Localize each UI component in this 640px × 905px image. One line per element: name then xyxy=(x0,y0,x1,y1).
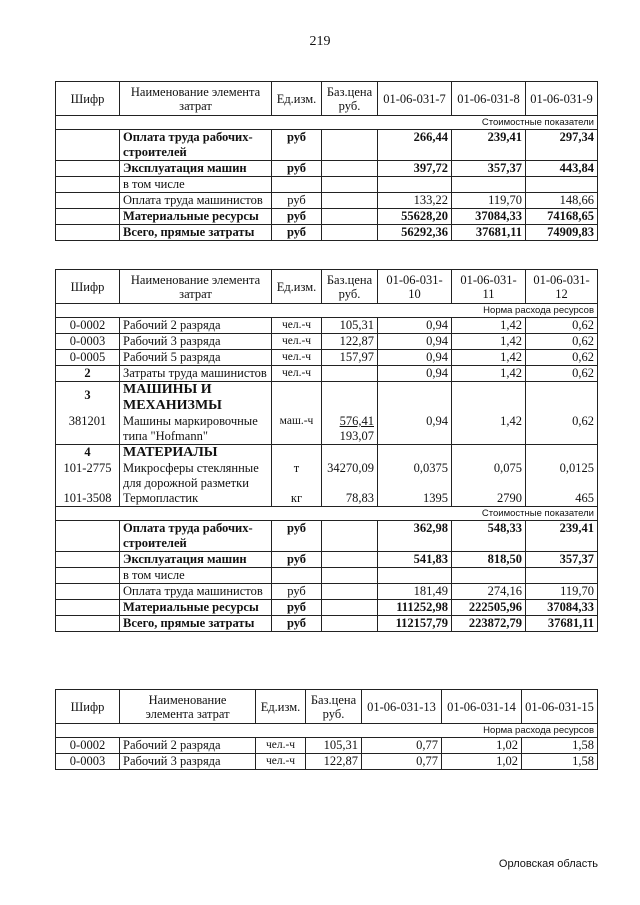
table-cell: Оплата труда рабочих-строителей xyxy=(120,130,272,161)
table-cell: чел.-ч xyxy=(272,350,322,366)
table-cell: 362,98 xyxy=(378,521,452,552)
table-row xyxy=(56,491,598,507)
table-cell xyxy=(378,568,452,584)
header-unit: Ед.изм. xyxy=(272,270,322,304)
table-cell: 357,37 xyxy=(452,161,526,177)
table-row xyxy=(56,334,598,350)
table-cell: чел.-ч xyxy=(272,318,322,334)
table-cell: 223872,79 xyxy=(452,616,526,632)
table-header-row xyxy=(56,690,598,724)
table-row xyxy=(56,318,598,334)
table-cell: 112157,79 xyxy=(378,616,452,632)
table-cell: 0,94 xyxy=(378,414,452,445)
table-row xyxy=(56,366,598,382)
table-row xyxy=(56,130,598,161)
table-cell: руб xyxy=(272,584,322,600)
table-cell: Рабочий 3 разряда xyxy=(120,754,256,770)
table-cell: 55628,20 xyxy=(378,209,452,225)
table-row xyxy=(56,209,598,225)
header-price: Баз.цена руб. xyxy=(322,82,378,116)
table-row xyxy=(56,193,598,209)
table-cell: руб xyxy=(272,521,322,552)
table-cell: Микросферы стеклянные для дорожной разметки xyxy=(120,461,272,491)
table-cell xyxy=(452,445,526,462)
table-cell: руб xyxy=(272,161,322,177)
table-cell: 274,16 xyxy=(452,584,526,600)
table-cell: в том числе xyxy=(120,568,272,584)
header-price: Баз.цена руб. xyxy=(322,270,378,304)
table-cell: 111252,98 xyxy=(378,600,452,616)
table-cell: Рабочий 3 разряда xyxy=(120,334,272,350)
table-cell xyxy=(56,193,120,209)
table-cell: 37084,33 xyxy=(526,600,598,616)
table-cell: 222505,96 xyxy=(452,600,526,616)
table-cell xyxy=(322,225,378,241)
section-row xyxy=(56,445,598,462)
table-cell xyxy=(322,382,378,415)
table-cell: маш.-ч xyxy=(272,414,322,445)
header-col: 01-06-031-14 xyxy=(442,690,522,724)
table-row xyxy=(56,616,598,632)
table-row xyxy=(56,754,598,770)
table-cell: 2 xyxy=(56,366,120,382)
table-cell: 818,50 xyxy=(452,552,526,568)
header-unit: Ед.изм. xyxy=(256,690,306,724)
table-cell xyxy=(322,521,378,552)
price-operator: 193,07 xyxy=(339,429,374,443)
table-cell: 0,62 xyxy=(526,366,598,382)
table-cell: 0,77 xyxy=(362,738,442,754)
table-cell: 0-0002 xyxy=(56,318,120,334)
table-cell xyxy=(272,382,322,415)
table-cell xyxy=(272,177,322,193)
table-cell xyxy=(56,568,120,584)
table-row xyxy=(56,225,598,241)
table-cell: 74168,65 xyxy=(526,209,598,225)
table-row xyxy=(56,738,598,754)
table-cell xyxy=(272,568,322,584)
header-name: Наименование элемента затрат xyxy=(120,690,256,724)
table-cell xyxy=(452,177,526,193)
table-cell: 119,70 xyxy=(452,193,526,209)
table-cell: 0-0003 xyxy=(56,754,120,770)
table-cell: 181,49 xyxy=(378,584,452,600)
price-total: 576,41 xyxy=(339,414,374,428)
table-cell: 541,83 xyxy=(378,552,452,568)
table-cell: Рабочий 5 разряда xyxy=(120,350,272,366)
table-cell xyxy=(56,616,120,632)
table-cell xyxy=(322,161,378,177)
table-cell: чел.-ч xyxy=(256,738,306,754)
table-cell: Материальные ресурсы xyxy=(120,600,272,616)
table-cell xyxy=(452,382,526,415)
table-cell: 297,34 xyxy=(526,130,598,161)
header-price: Баз.цена руб. xyxy=(306,690,362,724)
table-cell: 122,87 xyxy=(306,754,362,770)
table-row xyxy=(56,507,598,521)
table-cell: 74909,83 xyxy=(526,225,598,241)
table-cell: Эксплуатация машин xyxy=(120,161,272,177)
table-cell: 1,42 xyxy=(452,366,526,382)
header-unit: Ед.изм. xyxy=(272,82,322,116)
table-cell: 0-0005 xyxy=(56,350,120,366)
header-col: 01-06-031-12 xyxy=(526,270,598,304)
table-cell: руб xyxy=(272,616,322,632)
table-cell: 133,22 xyxy=(378,193,452,209)
table-cell: МАТЕРИАЛЫ xyxy=(120,445,272,462)
table-cell: 266,44 xyxy=(378,130,452,161)
table-cell: Оплата труда машинистов xyxy=(120,584,272,600)
table-cell xyxy=(378,177,452,193)
table-cell xyxy=(322,616,378,632)
table-cell: Всего, прямые затраты xyxy=(120,616,272,632)
table-cell xyxy=(378,445,452,462)
table-cell: 1,42 xyxy=(452,318,526,334)
table-cell: 397,72 xyxy=(378,161,452,177)
table-cell: 105,31 xyxy=(306,738,362,754)
table-cell xyxy=(56,161,120,177)
table-row xyxy=(56,584,598,600)
table-cell: Рабочий 2 разряда xyxy=(120,318,272,334)
table-cell: 0-0003 xyxy=(56,334,120,350)
table-cell xyxy=(452,568,526,584)
table-row xyxy=(56,724,598,738)
table-cell: Оплата труда рабочих-строителей xyxy=(120,521,272,552)
footer-region: Орловская область xyxy=(498,858,598,870)
table-cell xyxy=(322,414,378,445)
table-cell: 0,94 xyxy=(378,350,452,366)
table-cell: руб xyxy=(272,209,322,225)
table-cell: 101-3508 xyxy=(56,491,120,507)
table-cell xyxy=(526,177,598,193)
table-row xyxy=(56,461,598,491)
table-cell: Эксплуатация машин xyxy=(120,552,272,568)
table-cell: Материальные ресурсы xyxy=(120,209,272,225)
table-cell: 1,02 xyxy=(442,738,522,754)
table-cell: чел.-ч xyxy=(256,754,306,770)
table-cell xyxy=(322,552,378,568)
table-cell: 37681,11 xyxy=(526,616,598,632)
table-cell xyxy=(272,445,322,462)
table-cell: Оплата труда машинистов xyxy=(120,193,272,209)
table-row xyxy=(56,350,598,366)
table-cell: 381201 xyxy=(56,414,120,445)
cost-table-2 xyxy=(55,269,598,632)
subheader: Стоимостные показатели xyxy=(56,507,598,521)
table-cell: 548,33 xyxy=(452,521,526,552)
table-cell: руб xyxy=(272,600,322,616)
header-col: 01-06-031-13 xyxy=(362,690,442,724)
table-cell: 357,37 xyxy=(526,552,598,568)
table-cell: 0,075 xyxy=(452,461,526,491)
cost-table-3 xyxy=(55,689,598,770)
table-cell xyxy=(56,600,120,616)
table-cell xyxy=(526,382,598,415)
table-cell xyxy=(526,568,598,584)
table-cell: 0,62 xyxy=(526,334,598,350)
table-cell: 0,62 xyxy=(526,414,598,445)
table-cell: 0,77 xyxy=(362,754,442,770)
table-row xyxy=(56,521,598,552)
table-cell: 56292,36 xyxy=(378,225,452,241)
table-cell: Затраты труда машинистов xyxy=(120,366,272,382)
table-cell xyxy=(322,366,378,382)
table-cell xyxy=(322,600,378,616)
table-cell: 239,41 xyxy=(526,521,598,552)
table-cell: 4 xyxy=(56,445,120,462)
table-row xyxy=(56,177,598,193)
table-cell: 1,58 xyxy=(522,754,598,770)
table-cell xyxy=(56,177,120,193)
table-row xyxy=(56,568,598,584)
header-code: Шифр xyxy=(56,82,120,116)
table-cell: 101-2775 xyxy=(56,461,120,491)
table-cell: 1395 xyxy=(378,491,452,507)
table-cell: 1,42 xyxy=(452,350,526,366)
header-name: Наименование элемента затрат xyxy=(120,270,272,304)
header-code: Шифр xyxy=(56,270,120,304)
table-cell: 0,94 xyxy=(378,318,452,334)
table-cell: 0,0125 xyxy=(526,461,598,491)
table-cell: 465 xyxy=(526,491,598,507)
table-cell xyxy=(56,209,120,225)
table-cell: чел.-ч xyxy=(272,334,322,350)
table-cell xyxy=(322,445,378,462)
table-cell: Всего, прямые затраты xyxy=(120,225,272,241)
table-cell: 37084,33 xyxy=(452,209,526,225)
table-cell: 37681,11 xyxy=(452,225,526,241)
table-row xyxy=(56,414,598,445)
table-cell: руб xyxy=(272,193,322,209)
table-cell xyxy=(322,130,378,161)
table-cell xyxy=(526,445,598,462)
table-cell: в том числе xyxy=(120,177,272,193)
table-cell: 0,94 xyxy=(378,334,452,350)
table-cell: 0-0002 xyxy=(56,738,120,754)
table-cell xyxy=(56,225,120,241)
table-cell: 119,70 xyxy=(526,584,598,600)
table-cell xyxy=(56,552,120,568)
table-cell: руб xyxy=(272,130,322,161)
table-cell: 34270,09 xyxy=(322,461,378,491)
table-header-row xyxy=(56,270,598,304)
table-cell: 78,83 xyxy=(322,491,378,507)
table-row xyxy=(56,116,598,130)
table-row xyxy=(56,552,598,568)
header-code: Шифр xyxy=(56,690,120,724)
table-cell: 239,41 xyxy=(452,130,526,161)
table-row xyxy=(56,304,598,318)
table-cell: 122,87 xyxy=(322,334,378,350)
table-row xyxy=(56,600,598,616)
section-row xyxy=(56,382,598,415)
table-cell xyxy=(56,584,120,600)
table-cell: Термопластик xyxy=(120,491,272,507)
table-row xyxy=(56,161,598,177)
header-col: 01-06-031-15 xyxy=(522,690,598,724)
table-cell: 105,31 xyxy=(322,318,378,334)
table-cell: Рабочий 2 разряда xyxy=(120,738,256,754)
subheader: Норма расхода ресурсов xyxy=(56,724,598,738)
table-cell: 0,62 xyxy=(526,318,598,334)
header-name: Наименование элемента затрат xyxy=(120,82,272,116)
table-cell: 1,02 xyxy=(442,754,522,770)
table-cell: Машины маркировочные типа "Hofmann" xyxy=(120,414,272,445)
table-cell: 0,0375 xyxy=(378,461,452,491)
table-cell: 0,62 xyxy=(526,350,598,366)
table-cell: МАШИНЫ И МЕХАНИЗМЫ xyxy=(120,382,272,415)
table-cell xyxy=(322,209,378,225)
cost-table-1 xyxy=(55,81,598,241)
table-cell xyxy=(322,584,378,600)
table-cell: кг xyxy=(272,491,322,507)
table-cell: руб xyxy=(272,225,322,241)
subheader: Норма расхода ресурсов xyxy=(56,304,598,318)
header-col: 01-06-031-8 xyxy=(452,82,526,116)
header-col: 01-06-031-9 xyxy=(526,82,598,116)
table-cell: т xyxy=(272,461,322,491)
table-header-row xyxy=(56,82,598,116)
table-cell: 443,84 xyxy=(526,161,598,177)
table-cell: чел.-ч xyxy=(272,366,322,382)
table-cell: 2790 xyxy=(452,491,526,507)
header-col: 01-06-031-11 xyxy=(452,270,526,304)
table-cell: 148,66 xyxy=(526,193,598,209)
table-cell xyxy=(378,382,452,415)
table-cell xyxy=(56,521,120,552)
table-cell: 1,42 xyxy=(452,334,526,350)
table-cell xyxy=(56,130,120,161)
table-cell: 157,97 xyxy=(322,350,378,366)
table-cell: 0,94 xyxy=(378,366,452,382)
table-cell xyxy=(322,568,378,584)
subheader: Стоимостные показатели xyxy=(56,116,598,130)
table-cell: 3 xyxy=(56,382,120,415)
table-cell xyxy=(322,177,378,193)
header-col: 01-06-031-7 xyxy=(378,82,452,116)
table-cell: 1,58 xyxy=(522,738,598,754)
table-cell xyxy=(322,193,378,209)
table-cell: 1,42 xyxy=(452,414,526,445)
page-number: 219 xyxy=(309,34,331,49)
header-col: 01-06-031-10 xyxy=(378,270,452,304)
table-cell: руб xyxy=(272,552,322,568)
